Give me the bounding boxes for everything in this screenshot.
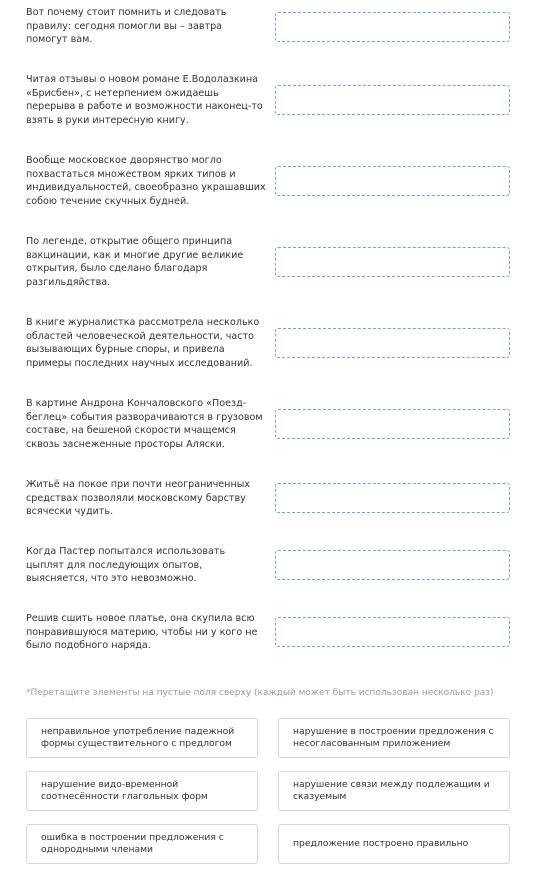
option-chip[interactable]: предложение построено правильно	[278, 824, 510, 864]
drop-zone-8[interactable]	[275, 550, 510, 580]
option-chip[interactable]: нарушение в построении предложения с несогласованным приложением	[278, 718, 510, 758]
drop-zone-1[interactable]	[275, 12, 510, 42]
drop-zone-9[interactable]	[275, 617, 510, 647]
sentence-2: Читая отзывы о новом романе Е.Водолазкина «Брисбен», с нетерпением ожидаешь перерыва в работе и возможности наконец-то взять в руки интересную книгу.	[26, 74, 263, 126]
sentence-5: В книге журналистка рассмотрела несколько областей человеческой деятельности, часто вызывающих бурные споры, и привела примеры последних научных исследований.	[26, 317, 260, 369]
drop-zone-6[interactable]	[275, 409, 510, 439]
option-chip[interactable]: нарушение связи между подлежащим и сказуемым	[278, 771, 510, 811]
drop-zone-2[interactable]	[275, 85, 510, 115]
drop-zone-5[interactable]	[275, 328, 510, 358]
sentence-7: Житьё на покое при почти неограниченных средствах позволяли московскому барству всячески чудить.	[26, 479, 250, 518]
drop-zone-4[interactable]	[275, 247, 510, 277]
drop-zone-3[interactable]	[275, 166, 510, 196]
sentence-8: Когда Пастер попытался использовать цыплят для последующих опытов, выясняется, что это невозможно.	[26, 546, 226, 585]
drop-zone-7[interactable]	[275, 483, 510, 513]
option-chip[interactable]: неправильное употребление падежной формы существительного с предлогом	[26, 718, 258, 758]
sentence-9: Решив сшить новое платье, она скупила всю понравившуюся материю, чтобы ни у кого не было подобного наряда.	[26, 613, 258, 652]
sentence-3: Вообще московское дворянство могло похвастаться множеством ярких типов и индивидуальностей, своеобразно украшавших собою течение скучных будней.	[26, 155, 266, 207]
sentence-1: Вот почему стоит помнить и следовать правилу: сегодня помогли вы – завтра помогут вам.	[26, 7, 227, 46]
option-chip[interactable]: ошибка в построении предложения с однородными членами	[26, 824, 258, 864]
sentence-4: По легенде, открытие общего принципа вакцинации, как и многие другие великие открытия, было сделано благодаря разгильдяйства.	[26, 236, 244, 288]
drag-hint: *Перетащите элементы на пустые поля сверху (каждый может быть использован несколько раз)	[26, 688, 494, 698]
sentence-6: В картине Андрона Кончаловского «Поезд-беглец» события разворачиваются в грузовом составе, на бешеной скорости мчащемся сквозь заснеженные просторы Аляски.	[26, 398, 263, 450]
option-chip[interactable]: нарушение видо-временной соотнесённости глагольных форм	[26, 771, 258, 811]
